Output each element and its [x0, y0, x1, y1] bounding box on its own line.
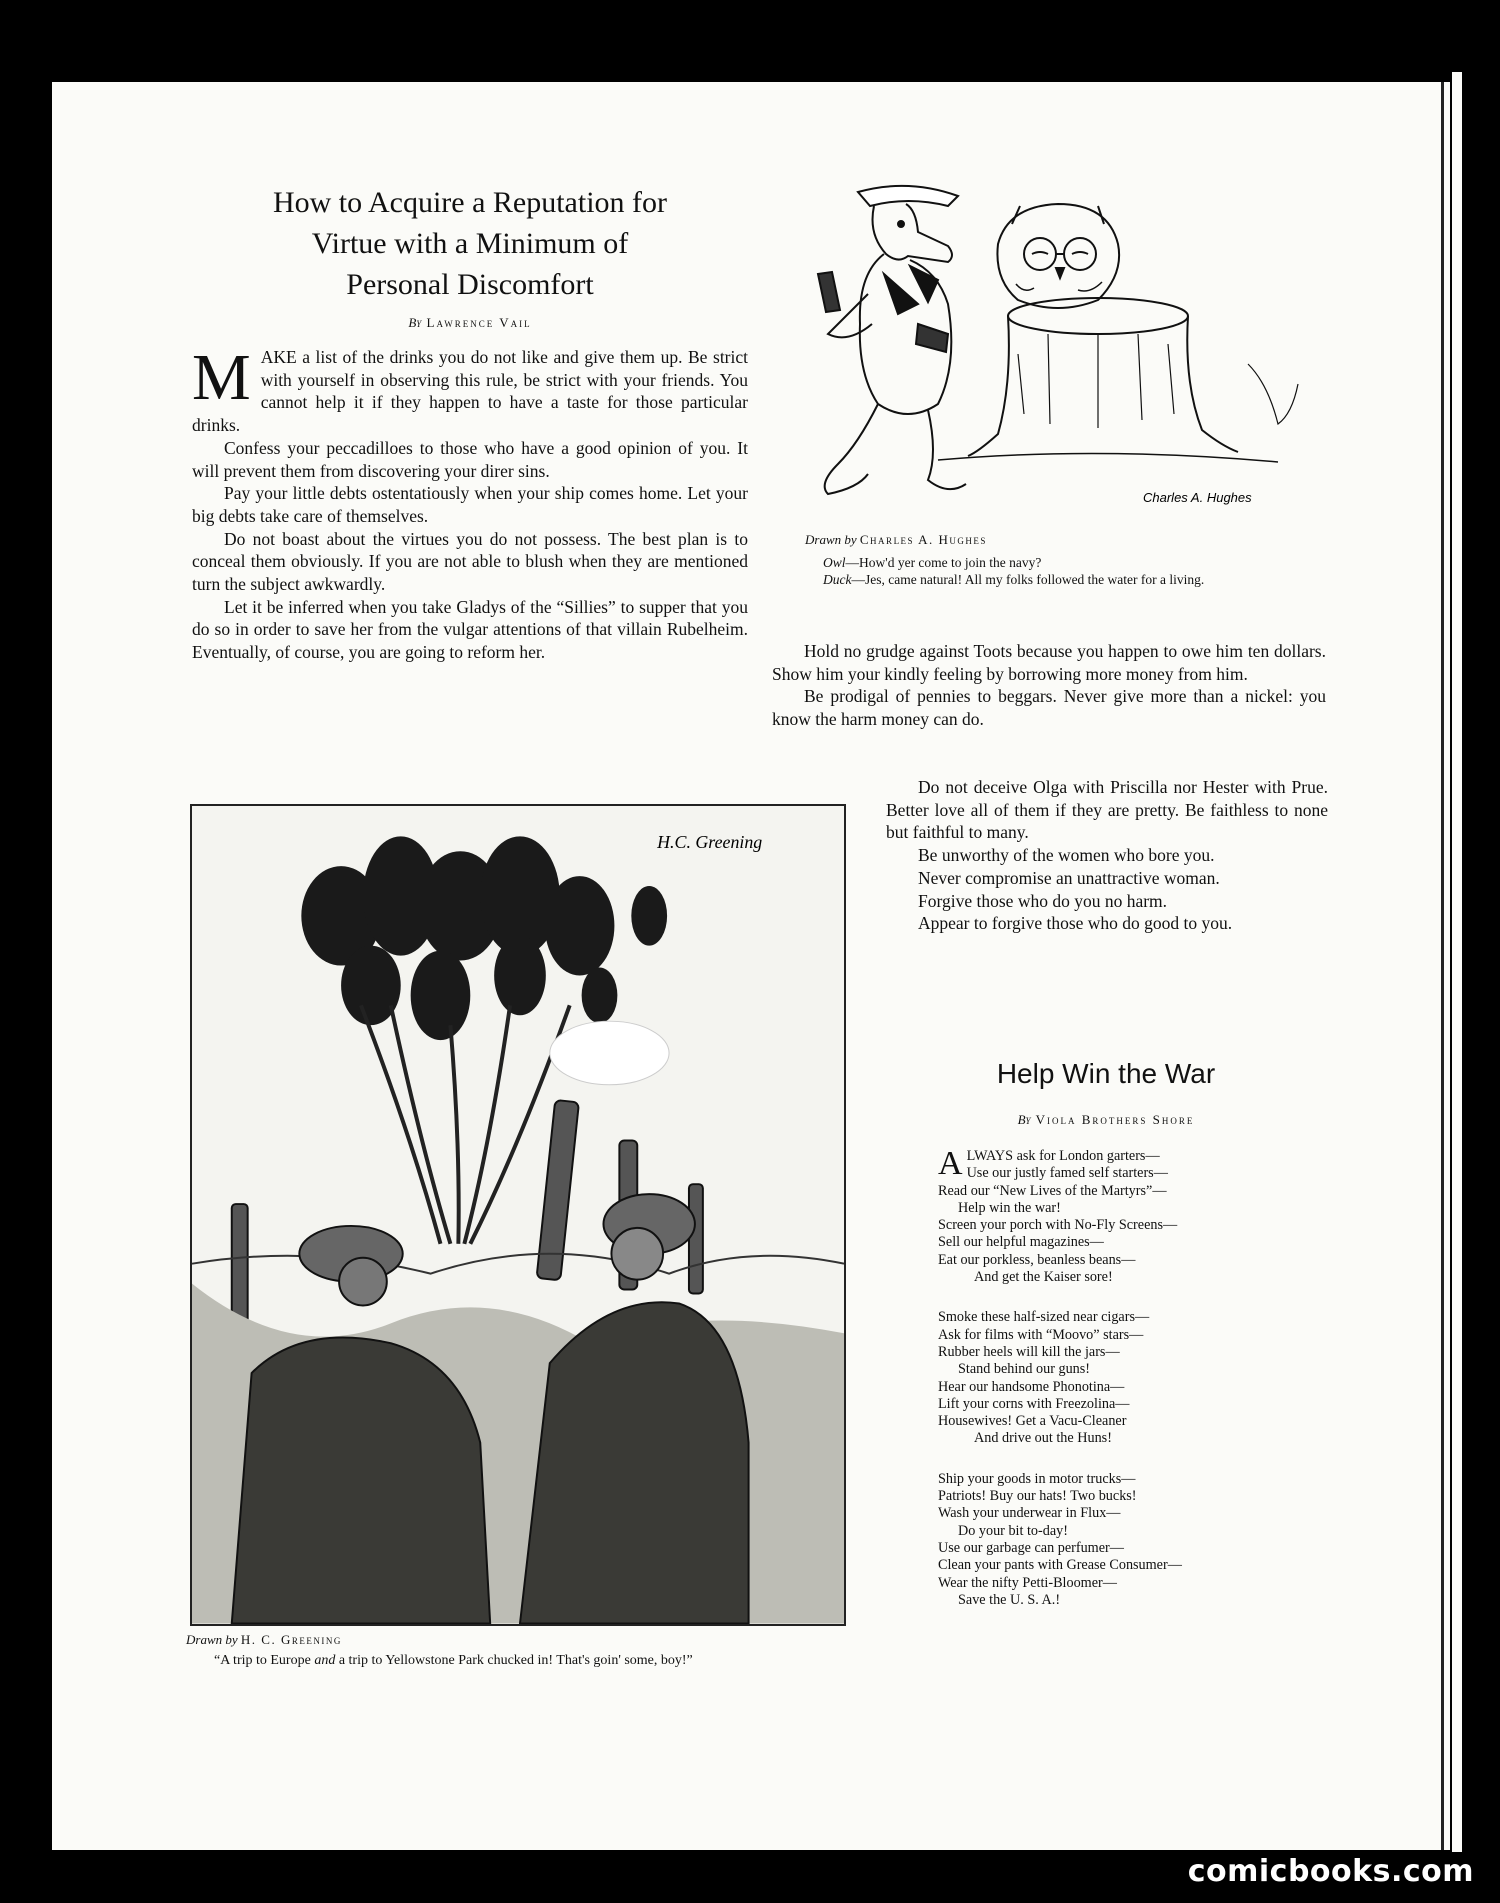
poem-line-text: Help win the war!	[958, 1199, 1061, 1216]
article-paragraph: Forgive those who do you no harm.	[918, 890, 1168, 911]
credit-prefix: Drawn by	[186, 1632, 238, 1647]
speaker-label: Owl	[823, 555, 846, 570]
poem-line-text: And drive out the Huns!	[974, 1430, 1112, 1447]
poem-line-text: Do your bit to-day!	[958, 1522, 1068, 1539]
watermark: comicbooks.com	[1187, 1854, 1474, 1889]
poem-byline	[886, 1112, 1326, 1128]
duck-figure	[818, 186, 966, 494]
poem-line-text: Smoke these half-sized near cigars—	[938, 1309, 1150, 1326]
drop-cap: A	[938, 1145, 963, 1182]
caption-text: “A trip to Europe	[214, 1653, 315, 1668]
article-column-1	[192, 341, 748, 664]
poem-stanza	[938, 1145, 1298, 1286]
poem-line	[938, 1344, 1298, 1361]
article-paragraph: Do not boast about the virtues you do not possess. The best plan is to conceal them obviously. If you are not able to blush when they are mentioned turn the subject awkwardly.	[192, 528, 748, 595]
credit-artist: H. C. Greening	[240, 1632, 342, 1647]
poem-line-text: Stand behind our guns!	[958, 1361, 1091, 1378]
explosion-smoke	[301, 836, 667, 1040]
poem-line-text: Ask for films with “Moovo” stars—	[938, 1326, 1144, 1343]
poem-body	[938, 1145, 1298, 1632]
poem-line-text: And get the Kaiser sore!	[974, 1269, 1113, 1286]
poem-title: Help Win the War	[996, 1058, 1216, 1089]
soldiers-cartoon	[190, 804, 846, 1626]
credit-prefix: Drawn by	[805, 532, 857, 547]
article-column-2	[772, 640, 1326, 731]
poem-line	[938, 1165, 1298, 1182]
article-paragraph: Hold no grudge against Toots because you happen to owe him ten dollars. Show him your kindly feeling by borrowing more money from him.	[772, 641, 1326, 684]
article-column-3	[886, 776, 1328, 935]
poem-line	[938, 1575, 1298, 1592]
article-paragraph	[192, 341, 748, 437]
poem-line-text: Patriots! Buy our hats! Two bucks!	[938, 1488, 1137, 1505]
poem-line	[938, 1396, 1298, 1413]
cartoon-credit	[186, 1632, 342, 1648]
poem-line	[938, 1252, 1298, 1269]
poem-line-text: Eat our porkless, beanless beans—	[938, 1251, 1136, 1268]
poem-line	[938, 1234, 1298, 1251]
poem-line-text: Use our garbage can perfumer—	[938, 1539, 1124, 1556]
poem-line	[938, 1309, 1298, 1326]
article-paragraph: Confess your peccadilloes to those who have a good opinion of you. It will prevent them from discovering your direr sins.	[192, 437, 748, 481]
speaker-label: Duck	[823, 572, 852, 587]
poem-stanza	[938, 1471, 1298, 1609]
poem-line-text: Save the U. S. A.!	[958, 1591, 1061, 1608]
poem-line-text: Wear the nifty Petti-Bloomer—	[938, 1574, 1117, 1591]
poem-line	[938, 1217, 1298, 1234]
poem-line	[938, 1183, 1298, 1200]
poem-line-text: Housewives! Get a Vacu-Cleaner	[938, 1413, 1127, 1430]
cartoon-dialog	[805, 554, 1305, 588]
poem-line	[938, 1471, 1298, 1488]
cartoon-signature: Charles A. Hughes	[1143, 490, 1252, 505]
caption-text: a trip to Yellowstone Park chucked in! That's goin' some, boy!”	[335, 1653, 693, 1668]
poem-line	[938, 1361, 1298, 1378]
cartoon-signature: H.C. Greening	[657, 832, 763, 853]
cartoon-credit	[805, 532, 987, 548]
poem-line	[938, 1592, 1298, 1609]
poem-line	[938, 1200, 1298, 1217]
byline-prefix: By	[1017, 1112, 1031, 1127]
poem-line-text: Screen your porch with No-Fly Screens—	[938, 1217, 1178, 1234]
poem-line-text: Read our “New Lives of the Martyrs”—	[938, 1182, 1167, 1199]
article-title-line: Personal Discomfort	[346, 268, 594, 301]
poem-line-text: Ship your goods in motor trucks—	[938, 1470, 1136, 1487]
poem-line	[938, 1540, 1298, 1557]
poem-line	[938, 1488, 1298, 1505]
poem-line	[938, 1327, 1298, 1344]
byline-author: Viola Brothers Shore	[1035, 1112, 1195, 1127]
page-gutter	[1441, 82, 1444, 1850]
poem-line	[938, 1430, 1298, 1447]
paragraph-text: AKE a list of the drinks you do not like and give them up. Be strict with yourself in observing this rule, be strict with your friends. You cannot help it if they happen to have a taste for those particular drinks.	[192, 347, 748, 436]
cartoon-caption	[186, 1652, 846, 1670]
poem-line-text: Hear our handsome Phonotina—	[938, 1378, 1125, 1395]
article-paragraph: Let it be inferred when you take Gladys of the “Sillies” to supper that you do so in order to save her from the vulgar attentions of that villain Rubelheim. Eventually, of course, you are going to reform her.	[192, 596, 748, 663]
duck-owl-cartoon	[798, 184, 1318, 522]
dialog-line	[805, 571, 1305, 588]
next-page-edge	[1452, 72, 1462, 1852]
article-paragraph: Pay your little debts ostentatiously when your ship comes home. Let your big debts take care of themselves.	[192, 483, 748, 526]
poem-line	[938, 1505, 1298, 1522]
poem-line	[938, 1413, 1298, 1430]
article-title-line: How to Acquire a Reputation for	[272, 186, 668, 219]
smoke-cloud	[550, 1021, 669, 1085]
caption-emphasis: and	[314, 1653, 336, 1668]
credit-artist: Charles A. Hughes	[859, 532, 987, 547]
poem-line	[938, 1269, 1298, 1286]
drop-cap: M	[192, 341, 251, 414]
article-paragraph: Do not deceive Olga with Priscilla nor Hester with Prue. Better love all of them if they are pretty. Be faithless to none but faithful to many.	[886, 777, 1328, 843]
byline-author: Lawrence Vail	[426, 315, 532, 330]
poem-line	[938, 1379, 1298, 1396]
poem-line-text: Rubber heels will kill the jars—	[938, 1343, 1120, 1360]
dialog-line	[805, 554, 1305, 571]
tree-stump	[938, 298, 1298, 462]
poem-line-text: Lift your corns with Freezolina—	[938, 1395, 1130, 1412]
article-title	[190, 182, 750, 305]
article-paragraph: Appear to forgive those who do good to you.	[918, 913, 1233, 934]
poem-line-text: Sell our helpful magazines—	[938, 1234, 1104, 1251]
poem-line-text: Wash your underwear in Flux—	[938, 1505, 1121, 1522]
article-paragraph: Be prodigal of pennies to beggars. Never give more than a nickel: you know the harm money can do.	[772, 686, 1326, 730]
poem-line-text: LWAYS ask for London garters—	[966, 1148, 1160, 1164]
article-byline	[190, 315, 750, 331]
explosion-stems	[361, 1005, 570, 1244]
poem-stanza	[938, 1309, 1298, 1447]
speaker-line: —How'd yer come to join the navy?	[845, 555, 1042, 570]
poem-line-text: Clean your pants with Grease Consumer—	[938, 1557, 1182, 1574]
byline-prefix: By	[408, 315, 422, 330]
poem-line-text: Use our justly famed self starters—	[966, 1165, 1168, 1182]
poem-line	[938, 1523, 1298, 1540]
article-title-line: Virtue with a Minimum of	[311, 227, 629, 260]
article-paragraph: Be unworthy of the women who bore you.	[918, 845, 1215, 866]
article-paragraph: Never compromise an unattractive woman.	[918, 867, 1220, 888]
poem-line	[938, 1557, 1298, 1574]
speaker-line: —Jes, came natural! All my folks followed the water for a living.	[851, 572, 1205, 587]
soldier-left	[232, 1226, 490, 1624]
owl-figure	[997, 204, 1119, 308]
